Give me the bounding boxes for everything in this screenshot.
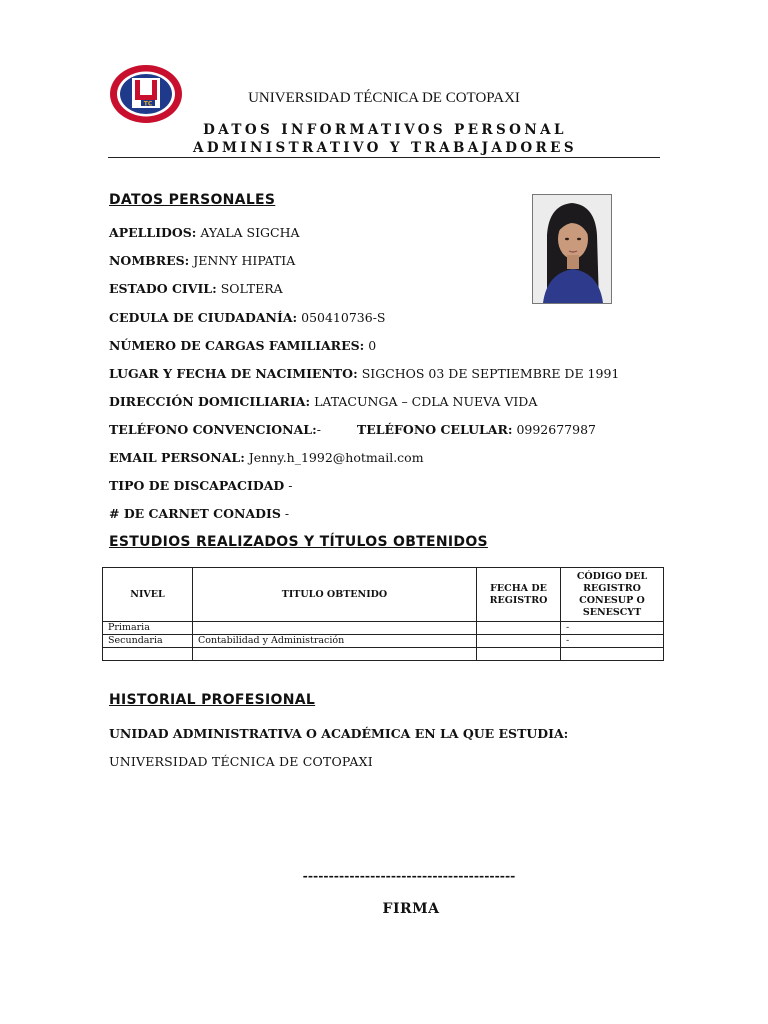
field-value: JENNY HIPATIA — [193, 253, 296, 268]
field-value: SIGCHOS 03 DE SEPTIEMBRE DE 1991 — [361, 366, 620, 381]
field-value-celular: 0992677987 — [516, 422, 596, 437]
column-header-nivel: NIVEL — [103, 568, 193, 622]
table-header-row — [103, 568, 664, 622]
field-label: DIRECCIÓN DOMICILIARIA: — [109, 394, 311, 409]
table-cell: Secundaria — [103, 635, 193, 648]
table-cell: - — [561, 635, 664, 648]
section-title-history: HISTORIAL PROFESIONAL — [109, 692, 316, 708]
table-cell — [561, 648, 664, 661]
field-value: Jenny.h_1992@hotmail.com — [248, 450, 424, 465]
table-row — [103, 648, 664, 661]
field-nombres — [109, 253, 295, 268]
title-divider — [108, 157, 660, 158]
university-name-text: UNIVERSIDAD TÉCNICA DE COTOPAXI — [248, 90, 520, 106]
table-cell — [477, 648, 561, 661]
svg-text:TC: TC — [143, 100, 153, 108]
field-value: - — [284, 506, 290, 521]
field-label: TIPO DE DISCAPACIDAD — [109, 478, 285, 493]
studies-table — [102, 567, 664, 661]
table-cell — [193, 648, 477, 661]
table-cell — [477, 635, 561, 648]
table-row — [103, 635, 664, 648]
field-value: AYALA SIGCHA — [200, 225, 300, 240]
signature-line: ----------------------------------------- — [302, 868, 516, 883]
field-value: LATACUNGA – CDLA NUEVA VIDA — [314, 394, 538, 409]
field-email — [109, 450, 424, 465]
field-value: - — [316, 422, 321, 437]
field-value: 0 — [368, 338, 377, 353]
field-telefonos — [109, 422, 596, 437]
university-name — [0, 90, 768, 107]
field-estado-civil — [109, 281, 283, 296]
unit-label: UNIDAD ADMINISTRATIVA O ACADÉMICA EN LA QUE ESTUDIA: — [109, 726, 569, 741]
field-discapacidad — [109, 478, 292, 493]
document-title-line-2: ADMINISTRATIVO Y TRABAJADORES — [192, 140, 578, 156]
field-label: NOMBRES: — [109, 253, 190, 268]
table-cell — [103, 648, 193, 661]
document-title-line-1: DATOS INFORMATIVOS PERSONAL — [203, 122, 567, 138]
field-label-celular: TELÉFONO CELULAR: — [356, 422, 513, 437]
field-label: ESTADO CIVIL: — [109, 281, 217, 296]
column-header-titulo: TITULO OBTENIDO — [193, 568, 477, 622]
table-cell: Contabilidad y Administración — [193, 635, 477, 648]
profile-photo — [532, 194, 612, 304]
field-carnet-conadis — [109, 506, 289, 521]
field-label: APELLIDOS: — [109, 225, 197, 240]
table-cell — [193, 622, 477, 635]
field-direccion — [109, 394, 537, 409]
field-label: EMAIL PERSONAL: — [109, 450, 245, 465]
table-cell — [477, 622, 561, 635]
table-cell: - — [561, 622, 664, 635]
field-apellidos — [109, 225, 300, 240]
field-lugar-fecha-nacimiento — [109, 366, 619, 381]
field-label: CEDULA DE CIUDADANÍA: — [109, 310, 298, 325]
person-photo-icon — [533, 195, 611, 303]
column-header-fecha: FECHA DE REGISTRO — [477, 568, 561, 622]
field-cedula — [109, 310, 386, 325]
column-header-codigo: CÓDIGO DEL REGISTRO CONESUP O SENESCYT — [561, 568, 664, 622]
field-cargas-familiares — [109, 338, 376, 353]
table-cell: Primaria — [103, 622, 193, 635]
section-title-personal: DATOS PERSONALES — [109, 192, 276, 208]
signature-label: FIRMA — [382, 901, 440, 917]
section-title-studies: ESTUDIOS REALIZADOS Y TÍTULOS OBTENIDOS — [109, 534, 488, 550]
unit-value: UNIVERSIDAD TÉCNICA DE COTOPAXI — [109, 754, 373, 769]
field-label: TELÉFONO CONVENCIONAL: — [109, 422, 317, 437]
field-label: NÚMERO DE CARGAS FAMILIARES: — [109, 338, 365, 353]
field-value: - — [288, 478, 293, 493]
table-row — [103, 622, 664, 635]
field-value: 050410736-S — [301, 310, 386, 325]
field-value: SOLTERA — [220, 281, 283, 296]
field-label: LUGAR Y FECHA DE NACIMIENTO: — [109, 366, 358, 381]
field-label: # DE CARNET CONADIS — [109, 506, 281, 521]
